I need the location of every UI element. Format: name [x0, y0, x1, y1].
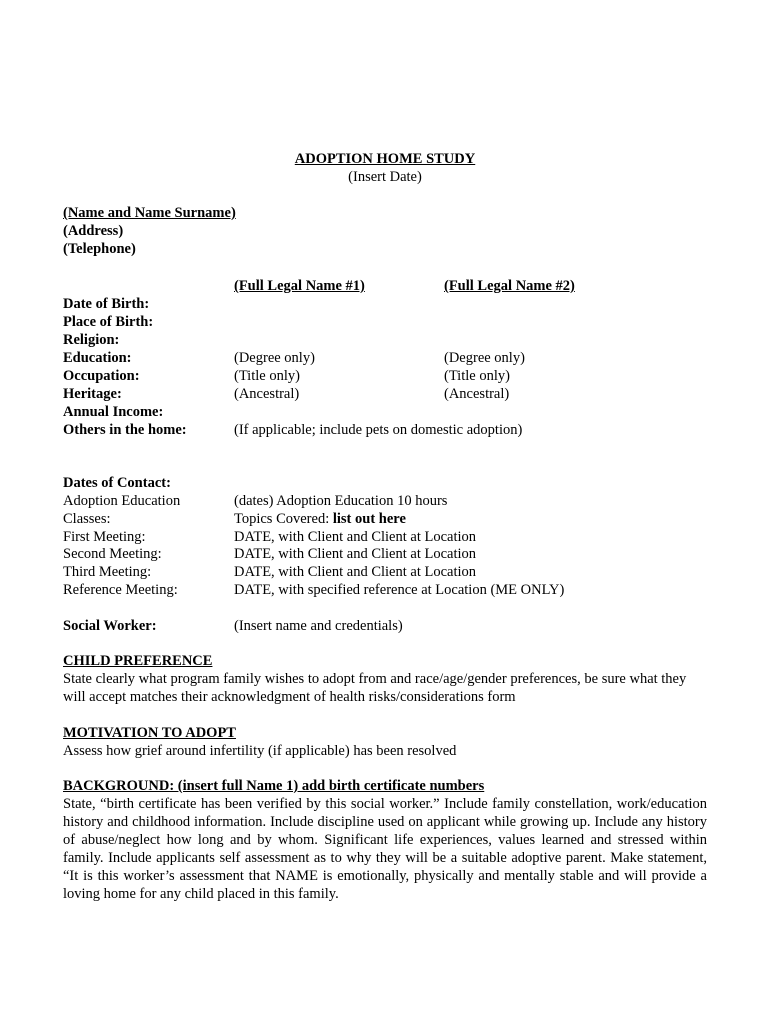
column-header-applicant-2: (Full Legal Name #2)	[444, 278, 575, 294]
social-worker-value: (Insert name and credentials)	[234, 618, 403, 634]
document-title: ADOPTION HOME STUDY	[294, 151, 476, 167]
classes-value-prefix: Topics Covered:	[234, 511, 333, 527]
label-reference-meeting: Reference Meeting:	[63, 582, 178, 598]
education-value-2: (Degree only)	[444, 350, 525, 366]
label-heritage: Heritage:	[63, 386, 122, 402]
contact-name: (Name and Name Surname)	[63, 205, 236, 221]
label-classes: Classes:	[63, 511, 111, 527]
column-header-applicant-1: (Full Legal Name #1)	[234, 278, 365, 294]
document-date: (Insert Date)	[348, 169, 422, 185]
heritage-value-2: (Ancestral)	[444, 386, 510, 402]
label-date-of-birth: Date of Birth:	[63, 296, 150, 312]
label-third-meeting: Third Meeting:	[63, 564, 152, 580]
first-meeting-value: DATE, with Client and Client at Location	[234, 529, 477, 545]
occupation-value-2: (Title only)	[444, 368, 510, 384]
dates-of-contact-heading: Dates of Contact:	[63, 475, 171, 491]
label-others-in-home: Others in the home:	[63, 422, 187, 438]
contact-address: (Address)	[63, 223, 124, 239]
third-meeting-value: DATE, with Client and Client at Location	[234, 564, 477, 580]
child-preference-text: State clearly what program family wishes to adopt from and race/age/gender preferences, be sure what they will accept matches their acknowledgment of health risks/considerations form	[63, 671, 687, 705]
background-text: State, “birth certificate has been verified by this social worker.” Include family constellation, work/education history and childhood information. Include discipline used on applicant while growing up. Include any history of abuse/neglect how long and by whom. Significant life experiences, values learned and stressed within family. Include applicants self assessment as to why they will be a suitable adoptive parent. Make statement, “It is this worker’s assessment that NAME is emotionally, physically and mentally stable and will provide a loving home for any child placed in this family.	[63, 796, 707, 902]
others-in-home-value: (If applicable; include pets on domestic adoption)	[234, 422, 523, 438]
label-education: Education:	[63, 350, 132, 366]
label-adoption-education: Adoption Education	[63, 493, 181, 509]
adoption-education-value: (dates) Adoption Education 10 hours	[234, 493, 448, 509]
label-first-meeting: First Meeting:	[63, 529, 146, 545]
label-occupation: Occupation:	[63, 368, 140, 384]
second-meeting-value: DATE, with Client and Client at Location	[234, 546, 477, 562]
label-place-of-birth: Place of Birth:	[63, 314, 154, 330]
label-religion: Religion:	[63, 332, 120, 348]
contact-telephone: (Telephone)	[63, 241, 136, 257]
label-social-worker: Social Worker:	[63, 618, 157, 634]
background-heading: BACKGROUND: (insert full Name 1) add birth certificate numbers	[63, 778, 485, 794]
motivation-text: Assess how grief around infertility (if applicable) has been resolved	[63, 743, 457, 759]
reference-meeting-value: DATE, with specified reference at Location (ME ONLY)	[234, 582, 565, 598]
child-preference-heading: CHILD PREFERENCE	[63, 653, 213, 669]
classes-value	[234, 510, 406, 528]
label-second-meeting: Second Meeting:	[63, 546, 162, 562]
heritage-value-1: (Ancestral)	[234, 386, 300, 402]
education-value-1: (Degree only)	[234, 350, 315, 366]
classes-value-emphasis: list out here	[332, 511, 406, 527]
occupation-value-1: (Title only)	[234, 368, 300, 384]
motivation-heading: MOTIVATION TO ADOPT	[63, 725, 236, 741]
label-annual-income: Annual Income:	[63, 404, 164, 420]
